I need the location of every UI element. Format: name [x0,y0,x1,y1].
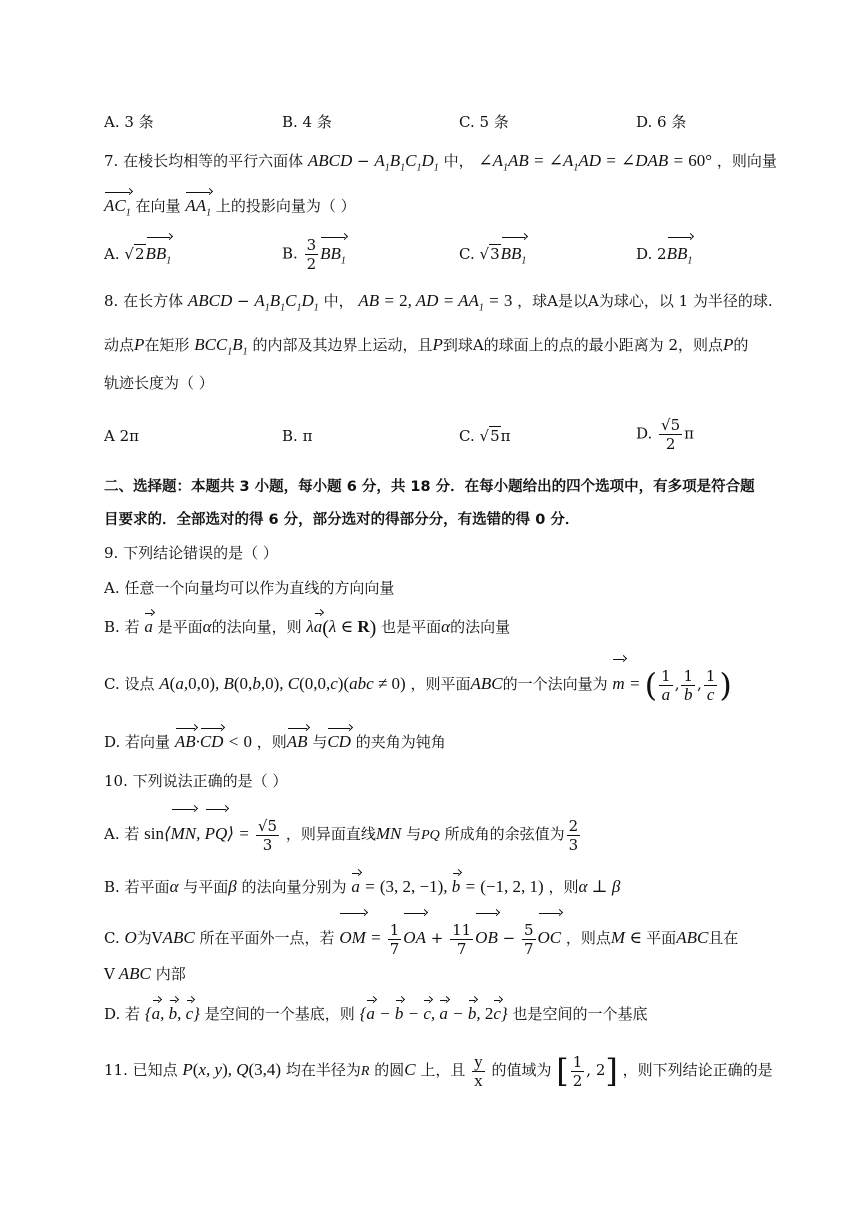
q9-option-d[interactable]: D. 若向量 AB·CD < 0 ，则AB 与CD 的夹角为钝角 [104,732,446,751]
q8-stem-line1: 8. 在长方体 ABCD − $A_1B_1C_1D_1$ 中， AB = 2, AD = $AA_1 = 3$ ，球A是以A为球心，以 1 为半径的球. [104,291,773,314]
q6-options [104,108,794,138]
q10-option-d[interactable]: D. 若 {a, b, c} 是空间的一个基底，则 {a − b − c, a − b, 2c} 也是空间的一个基底 [104,1004,648,1023]
q8-options [104,416,794,456]
q10-option-c-line2: V ABC 内部 [104,964,186,983]
q9-stem: 9. 下列结论错误的是（ ） [104,544,278,562]
q7-options [104,236,794,276]
q9-option-b[interactable]: B. 若 a 是平面α的法向量，则 λa(λ ∈ R) 也是平面α的法向量 [104,617,511,640]
q7-option-d[interactable]: D. $2BB_1$ [636,240,692,275]
q7-stem-line2: $AC_1$ 在向量 $AA_1$ 上的投影向量为（ ） [104,195,356,224]
q10-option-a[interactable]: A. 若 sin⟨MN, PQ⟩ = $\frac{√5}{3}$ ，则异面直线MN 与PQ 所成角的余弦值为 $\frac{2}{3}$ [104,812,582,858]
section2-header-line2: 目要求的．全部选对的得 6 分，部分选对的得部分分，有选错的得 0 分． [104,512,580,528]
q8-stem-line2: 动点P在矩形 $BCC_1B_1$ 的内部及其边界上运动，且P到球A的球面上的点的最小距离为 2，则点P的 [104,335,749,358]
q8-option-a[interactable]: A 2π [104,427,140,445]
q6-option-c[interactable]: C. 5 条 [459,113,509,131]
q8-option-c[interactable]: C. √5π [459,427,511,445]
q6-option-b[interactable]: B. 4 条 [282,113,332,131]
q7-option-c[interactable]: C. $√3BB_1$ [459,240,526,275]
q10-option-b[interactable]: B. 若平面α 与平面β 的法向量分别为 a = (3, 2, −1), b = (−1, 2, 1) ，则α ⊥ β [104,877,621,896]
q9-option-a[interactable]: A. 任意一个向量均可以作为直线的方向向量 [104,579,395,597]
q8-option-d[interactable]: D. $\frac{√5}{2}$ π [636,416,695,453]
q10-stem: 10. 下列说法正确的是（ ） [104,772,288,790]
q9-option-c[interactable]: C. 设点 A(a,0,0), B(0,b,0), C(0,0,c)(abc ≠ 0) ，则平面ABC的一个法向量为 m = ( $\frac{1}{a}$ , $\frac{1}{b}$ , $\frac{1}{c}$ ) [104,662,732,707]
q6-option-a[interactable]: A. 3 条 [104,113,154,131]
q10-option-c[interactable]: C. O为VABC 所在平面外一点，若 OM = $\frac{1}{7}$ OA + $\frac{11}{7}$ OB − $\frac{5}{7}$ OC ，则点M ∈ 平面ABC且在 [104,916,738,960]
q7-stem-line1: 7. 在棱长均相等的平行六面体 ABCD − $A_1B_1C_1D_1$ 中， $\angle A_1AB$ = $\angle A_1AD$ = ∠DAB = 60° ，则向量 [104,151,777,174]
q7-option-b[interactable]: B. $\frac{3}{2}$ $BB_1$ [282,236,346,273]
section2-header-line1: 二、选择题：本题共 3 小题，每小题 6 分，共 18 分．在每小题给出的四个选项中，有多项是符合题 [104,479,755,495]
q8-option-b[interactable]: B. π [282,427,313,445]
q6-option-d[interactable]: D. 6 条 [636,113,687,131]
q11-stem: 11. 已知点 P(x, y), Q(3,4) 均在半径为R 的圆C 上，且 $\frac{y}{x}$ 的值域为 [ $\frac{1}{2}$ , 2] ，则下列结论正确的是 [104,1051,773,1090]
q8-stem-line3: 轨迹长度为（ ） [104,374,214,392]
q7-option-a[interactable]: A. $√2BB_1$ [104,240,171,275]
